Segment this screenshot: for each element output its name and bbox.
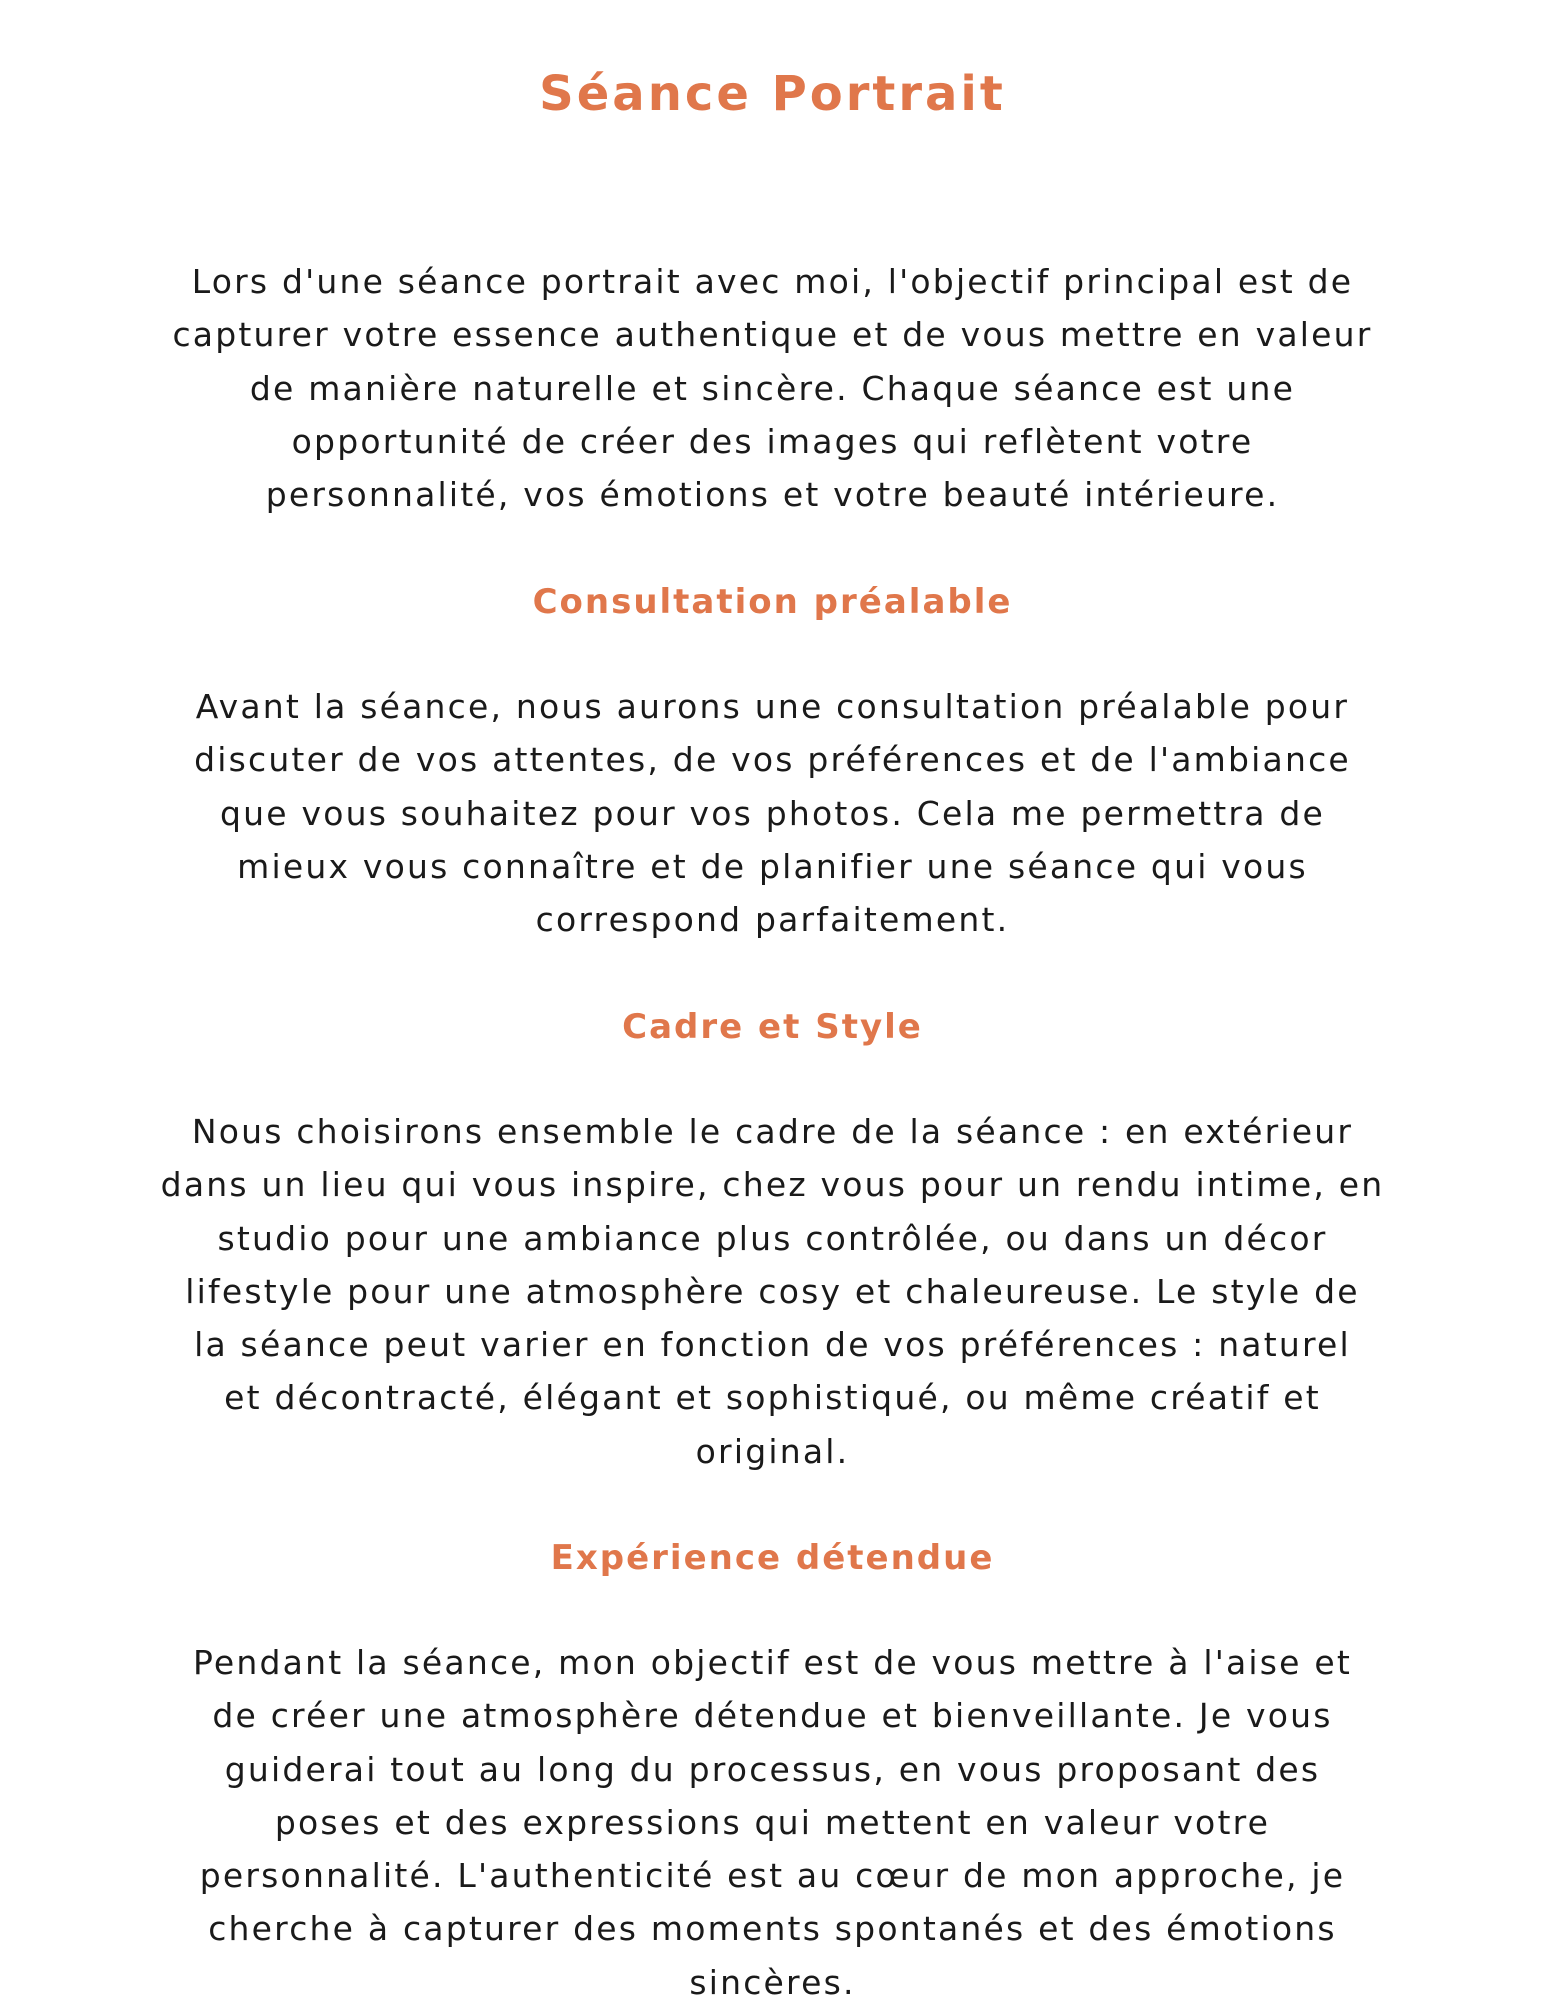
paragraph-line: discuter de vos attentes, de vos préférences et de l'ambiance — [194, 740, 1351, 780]
section-heading-experience: Expérience détendue — [550, 1538, 995, 1578]
paragraph-line: sincères. — [689, 1962, 856, 2002]
paragraph-line: cherche à capturer des moments spontanés et des émotions — [208, 1909, 1337, 1949]
section-paragraph-experience — [150, 1636, 1395, 2009]
paragraph-line: et décontracté, élégant et sophistiqué, ou même créatif et — [224, 1378, 1321, 1418]
paragraph-line: Avant la séance, nous aurons une consultation préalable pour — [195, 687, 1350, 726]
paragraph-line: poses et des expressions qui mettent en valeur votre — [274, 1802, 1271, 1842]
paragraph-line: personnalité. L'authenticité est au cœur de mon approche, je — [199, 1856, 1346, 1896]
paragraph-line: guiderai tout au long du processus, en vous proposant des — [224, 1749, 1321, 1789]
paragraph-line: correspond parfaitement. — [535, 900, 1010, 940]
paragraph-line: la séance peut varier en fonction de vos préférences : naturel — [194, 1325, 1351, 1365]
section-heading-cadre: Cadre et Style — [622, 1007, 923, 1047]
paragraph-line: Lors d'une séance portrait avec moi, l'objectif principal est de — [191, 262, 1354, 301]
paragraph-line: capturer votre essence authentique et de vous mettre en valeur — [172, 315, 1373, 355]
page-title: Séance Portrait — [539, 66, 1006, 122]
paragraph-line: dans un lieu qui vous inspire, chez vous pour un rendu intime, en — [160, 1165, 1385, 1205]
paragraph-line: opportunité de créer des images qui reflètent votre — [291, 421, 1254, 461]
paragraph-line: que vous souhaitez pour vos photos. Cela me permettra de — [220, 793, 1325, 833]
paragraph-line: de manière naturelle et sincère. Chaque séance est une — [249, 368, 1296, 408]
paragraph-line: mieux vous connaître et de planifier une séance qui vous — [237, 846, 1308, 886]
paragraph-line: personnalité, vos émotions et votre beauté intérieure. — [265, 475, 1280, 515]
paragraph-line: studio pour une ambiance plus contrôlée, ou dans un décor — [217, 1218, 1328, 1258]
paragraph-line: lifestyle pour une atmosphère cosy et chaleureuse. Le style de — [185, 1271, 1360, 1311]
paragraph-line: de créer une atmosphère détendue et bienveillante. Je vous — [212, 1696, 1333, 1736]
paragraph-line: Pendant la séance, mon objectif est de vous mettre à l'aise et — [192, 1643, 1352, 1682]
paragraph-line: Nous choisirons ensemble le cadre de la séance : en extérieur — [191, 1112, 1354, 1151]
section-heading-consultation: Consultation préalable — [532, 582, 1013, 622]
section-paragraph-consultation — [150, 680, 1395, 946]
section-paragraph-cadre — [150, 1105, 1395, 1478]
intro-paragraph — [150, 255, 1395, 521]
paragraph-line: original. — [695, 1431, 850, 1471]
